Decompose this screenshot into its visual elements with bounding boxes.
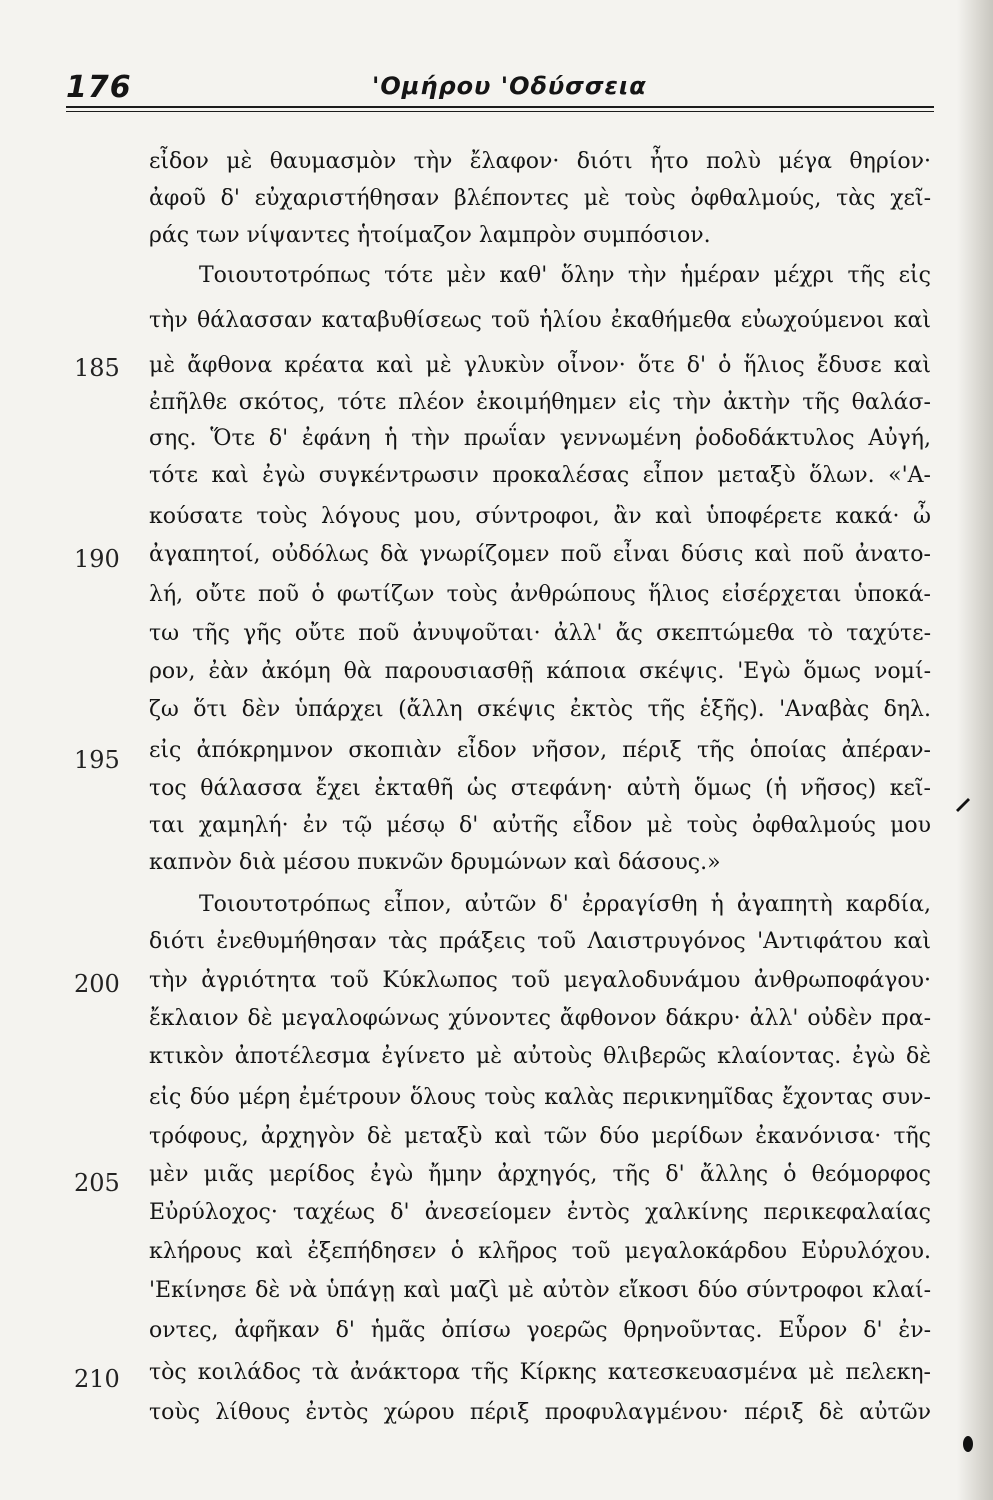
text-line: 'Εκίνησε δὲ νὰ ὑπάγῃ καὶ μαζὶ μὲ αὐτὸν εἴκοσι δύο σύντροφοι κλαί- [149,1278,931,1303]
page-edge-shadow [957,0,993,1500]
text-line: Τοιουτοτρόπως τότε μὲν καθ' ὅλην τὴν ἡμέραν μέχρι τῆς εἰς [199,263,931,288]
text-line: τω τῆς γῆς οὔτε ποῦ ἀνυψοῦται· ἀλλ' ἄς σκεπτώμεθα τὸ ταχύτε- [149,621,931,646]
text-line: λή, οὔτε ποῦ ὁ φωτίζων τοὺς ἀνθρώπους ἥλιος εἰσέρχεται ὑποκά- [149,582,931,607]
line-number: 205 [74,1169,120,1197]
text-line: καπνὸν διὰ μέσου πυκνῶν δρυμώνων καὶ δάσους.» [149,850,721,875]
text-line: ἐπῆλθε σκότος, τότε πλέον ἐκοιμήθημεν εἰς τὴν ἀκτὴν τῆς θαλάσ- [149,390,931,415]
header-rule [66,106,934,108]
text-line: εἰς ἀπόκρημνον σκοπιὰν εἶδον νῆσον, πέριξ τῆς ὁποίας ἀπέραν- [149,738,931,763]
text-line: ἔκλαιον δὲ μεγαλοφώνως χύνοντες ἄφθονον δάκρυ· ἀλλ' οὐδὲν πρα- [149,1006,931,1031]
page-number: 176 [66,70,132,105]
line-number: 190 [74,545,120,573]
text-line: τρόφους, ἀρχηγὸν δὲ μεταξὺ καὶ τῶν δύο μερίδων ἐκανόνισα· τῆς [149,1124,931,1149]
text-line: τὸς κοιλάδος τὰ ἀνάκτορα τῆς Κίρκης κατεσκευασμένα μὲ πελεκη- [149,1360,931,1385]
running-title: 'Ομήρου 'Οδύσσεια [372,72,647,100]
text-line: τὴν ἀγριότητα τοῦ Κύκλωπος τοῦ μεγαλοδυνάμου ἀνθρωποφάγου· [149,968,931,993]
text-line: ρον, ἐὰν ἀκόμη θὰ παρουσιασθῇ κάποια σκέψις. 'Εγὼ ὅμως νομί- [149,659,931,684]
line-number: 200 [74,970,120,998]
text-line: Τοιουτοτρόπως εἶπον, αὐτῶν δ' ἐρραγίσθη ἡ ἀγαπητὴ καρδία, [199,892,931,917]
text-line: κούσατε τοὺς λόγους μου, σύντροφοι, ἂν καὶ ὑποφέρετε κακά· ὦ [149,504,931,529]
margin-pen-mark-icon [952,792,974,814]
page-header [66,68,946,108]
text-line: κλήρους καὶ ἐξεπήδησεν ὁ κλῆρος τοῦ μεγαλοκάρδου Εὐρυλόχου. [149,1239,931,1264]
line-number: 210 [74,1365,120,1393]
text-line: διότι ἐνεθυμήθησαν τὰς πράξεις τοῦ Λαιστρυγόνος 'Αντιφάτου καὶ [149,929,931,954]
line-number: 185 [74,354,120,382]
text-line: τὴν θάλασσαν καταβυθίσεως τοῦ ἡλίου ἐκαθήμεθα εὐωχούμενοι καὶ [149,308,931,333]
text-line: τος θάλασσα ἔχει ἐκταθῆ ὡς στεφάνη· αὐτὴ ὅμως (ἡ νῆσος) κεῖ- [149,776,931,801]
text-line: ἀγαπητοί, οὐδόλως δὰ γνωρίζομεν ποῦ εἶναι δύσις καὶ ποῦ ἀνατο- [149,542,931,567]
text-line: ράς των νίψαντες ἡτοίμαζον λαμπρὸν συμπόσιον. [149,223,711,248]
text-line: τοὺς λίθους ἐντὸς χώρου πέριξ προφυλαγμένου· πέριξ δὲ αὐτῶν [149,1400,931,1425]
text-line: οντες, ἀφῆκαν δ' ἡμᾶς ὀπίσω γοερῶς θρηνοῦντας. Εὗρον δ' ἐν- [149,1318,931,1343]
text-line: σης. Ὅτε δ' ἐφάνη ἡ τὴν πρωΐαν γεννωμένη ῥοδοδάκτυλος Αὐγή, [149,426,931,451]
text-line: κτικὸν ἀποτέλεσμα ἐγίνετο μὲ αὐτοὺς θλιβερῶς κλαίοντας. ἐγὼ δὲ [149,1044,931,1069]
text-line: Εὐρύλοχος· ταχέως δ' ἀνεσείομεν ἐντὸς χαλκίνης περικεφαλαίας [149,1200,931,1225]
margin-blot-icon [958,1432,978,1456]
text-line: τότε καὶ ἐγὼ συγκέντρωσιν προκαλέσας εἶπον μεταξὺ ὅλων. «'Α- [149,463,931,488]
header-rule-thin [66,111,934,112]
text-line: μὲ ἄφθονα κρέατα καὶ μὲ γλυκὺν οἶνον· ὅτε δ' ὁ ἥλιος ἔδυσε καὶ [149,353,931,378]
line-number: 195 [74,746,120,774]
text-line: εἶδον μὲ θαυμασμὸν τὴν ἔλαφον· διότι ἦτο πολὺ μέγα θηρίον· [149,149,931,174]
text-line: μὲν μιᾶς μερίδος ἐγὼ ἤμην ἀρχηγός, τῆς δ' ἄλλης ὁ θεόμορφος [149,1162,931,1187]
text-line: ἀφοῦ δ' εὐχαριστήθησαν βλέποντες μὲ τοὺς ὀφθαλμούς, τὰς χεῖ- [149,186,931,211]
text-line: ζω ὅτι δὲν ὑπάρχει (ἄλλη σκέψις ἐκτὸς τῆς ἑξῆς). 'Αναβὰς δηλ. [149,697,931,722]
text-line: εἰς δύο μέρη ἐμέτρουν ὅλους τοὺς καλὰς περικνημῖδας ἔχοντας συν- [149,1085,931,1110]
text-line: ται χαμηλή· ἐν τῷ μέσῳ δ' αὐτῆς εἶδον μὲ τοὺς ὀφθαλμούς μου [149,813,931,838]
